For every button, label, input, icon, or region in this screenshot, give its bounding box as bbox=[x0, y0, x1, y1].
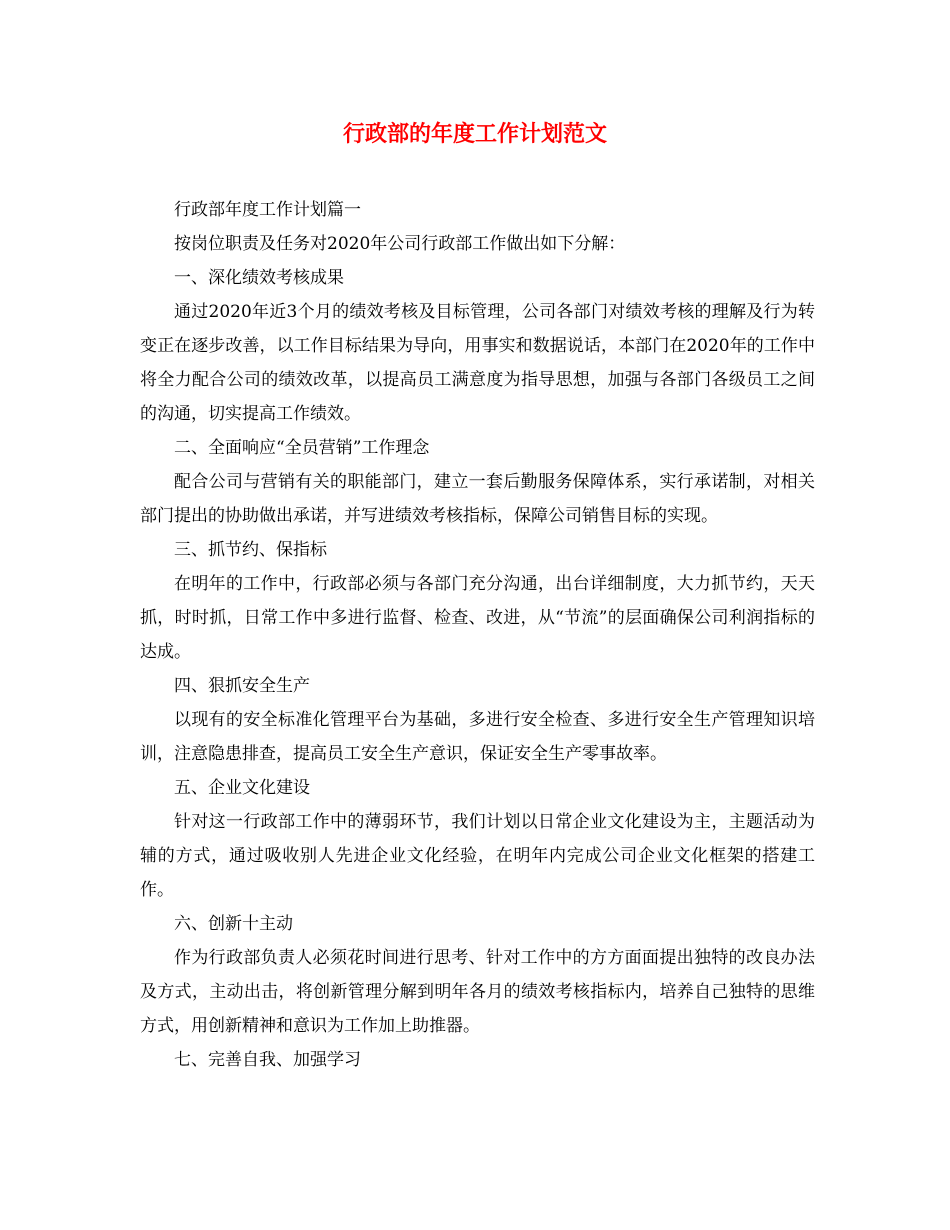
paragraph-heading-part-one: 行政部年度工作计划篇一 bbox=[174, 200, 361, 220]
document-title: 行政部的年度工作计划范文 bbox=[342, 121, 607, 147]
section-heading-2: 二、全面响应“全员营销”工作理念 bbox=[174, 438, 430, 458]
document-body bbox=[140, 193, 815, 1077]
section-heading-6: 六、创新十主动 bbox=[174, 914, 293, 934]
section-heading-3: 三、抓节约、保指标 bbox=[174, 540, 327, 560]
section-body-2: 配合公司与营销有关的职能部门，建立一套后勤服务保障体系，实行承诺制，对相关部门提出的协助做出承诺，并写进绩效考核指标，保障公司销售目标的实现。 bbox=[140, 472, 815, 526]
section-heading-4: 四、狠抓安全生产 bbox=[174, 676, 310, 696]
section-body-4: 以现有的安全标准化管理平台为基础，多进行安全检查、多进行安全生产管理知识培训，注意隐患排查，提高员工安全生产意识，保证安全生产零事故率。 bbox=[140, 710, 815, 764]
section-body-1: 通过2020年近3个月的绩效考核及目标管理，公司各部门对绩效考核的理解及行为转变正在逐步改善，以工作目标结果为导向，用事实和数据说话，本部门在2020年的工作中将全力配合公司的绩效改革，以提高员工满意度为指导思想，加强与各部门各级员工之间的沟通，切实提高工作绩效。 bbox=[140, 302, 815, 424]
section-heading-7: 七、完善自我、加强学习 bbox=[174, 1050, 361, 1070]
section-heading-1: 一、深化绩效考核成果 bbox=[174, 268, 344, 288]
paragraph-intro: 按岗位职责及任务对2020年公司行政部工作做出如下分解： bbox=[174, 234, 626, 254]
section-body-3: 在明年的工作中，行政部必须与各部门充分沟通，出台详细制度，大力抓节约，天天抓，时时抓，日常工作中多进行监督、检查、改进，从“节流”的层面确保公司利润指标的达成。 bbox=[140, 574, 815, 662]
section-heading-5: 五、企业文化建设 bbox=[174, 778, 310, 798]
section-body-5: 针对这一行政部工作中的薄弱环节，我们计划以日常企业文化建设为主，主题活动为辅的方式，通过吸收别人先进企业文化经验，在明年内完成公司企业文化框架的搭建工作。 bbox=[140, 812, 815, 900]
section-body-6: 作为行政部负责人必须花时间进行思考、针对工作中的方方面面提出独特的改良办法及方式，主动出击，将创新管理分解到明年各月的绩效考核指标内，培养自己独特的思维方式，用创新精神和意识为工作加上助推器。 bbox=[140, 948, 815, 1036]
